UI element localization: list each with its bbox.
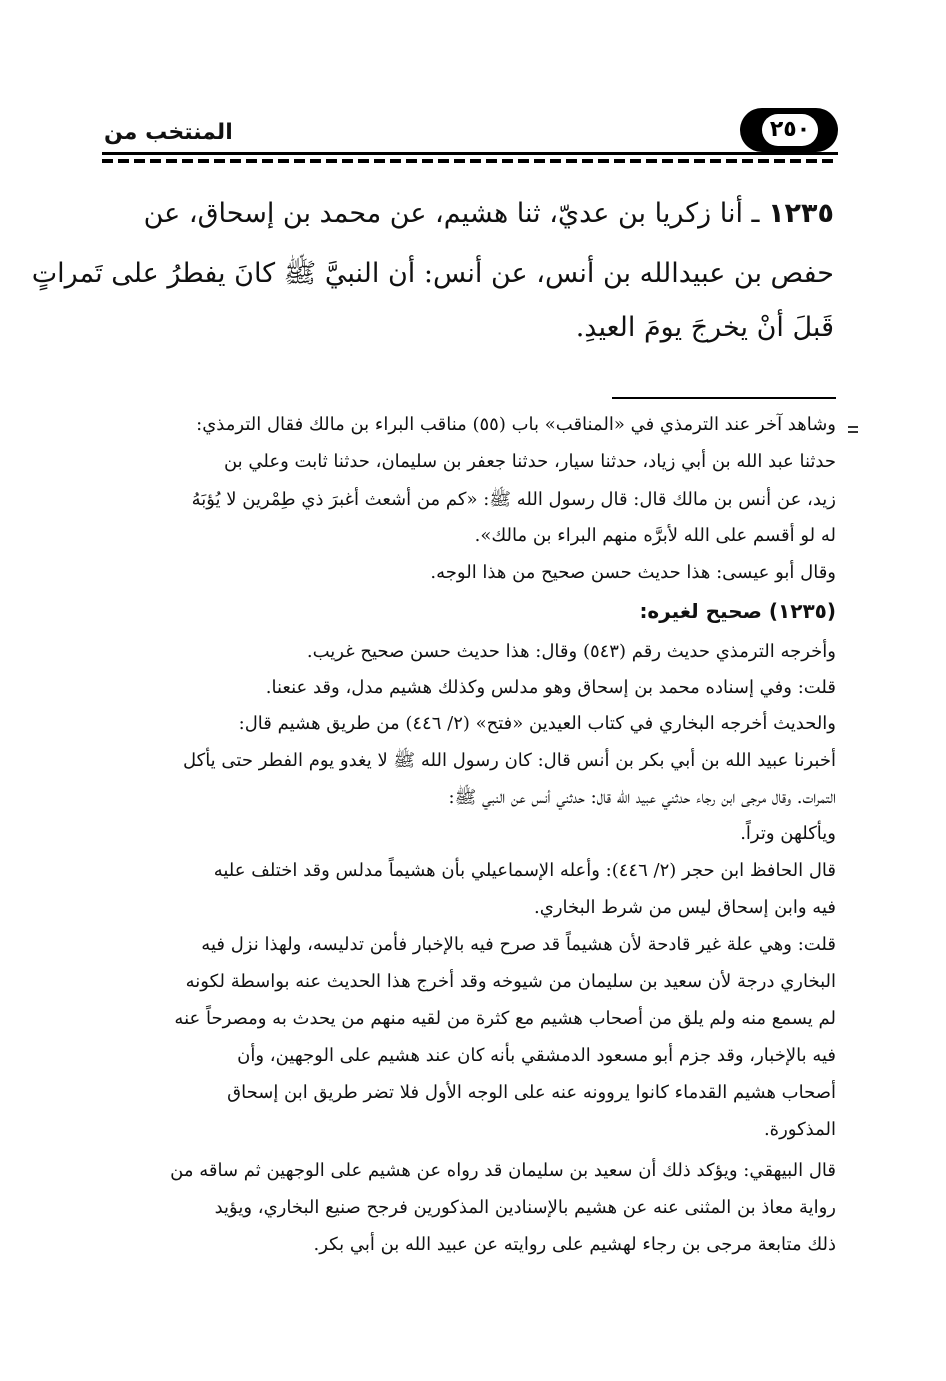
footnote-line: وشاهد آخر عند الترمذي في «المناقب» باب (٥٥) مناقب البراء بن مالك فقال الترمذي: (196, 414, 836, 435)
footnote-line: لم يسمع منه ولم يلق من أصحاب هشيم مع كثرة من لقيه منهم من يحدث به ومصرحاً عنه (174, 1008, 836, 1029)
hadith-text: ـ أنا زكريا بن عديّ، ثنا هشيم، عن محمد بن إسحاق، عن (143, 198, 760, 229)
margin-mark (848, 426, 858, 428)
footnote-line: أخبرنا عبيد الله بن أبي بكر بن أنس قال: كان رسول الله ﷺ لا يغدو يوم الفطر حتى يأكل (183, 750, 836, 771)
footnote-line: المذكورة. (763, 1119, 836, 1140)
hadith-number: ١٢٣٥ (768, 198, 834, 229)
footnote-line: أصحاب هشيم القدماء كانوا يروونه عنه على الوجه الأول فلا تضر طريق ابن إسحاق (227, 1082, 836, 1103)
running-header-title: المنتخب من (104, 120, 233, 145)
footnote-line: وأخرجه الترمذي حديث رقم (٥٤٣) وقال: هذا حديث حسن صحيح غريب. (306, 641, 836, 662)
page-number-badge (740, 108, 838, 152)
page-number: ٢٥٠ (762, 114, 818, 146)
header-rule (102, 152, 838, 155)
footnote-separator (612, 397, 836, 399)
footnote-line: قال البيهقي: ويؤكد ذلك أن سعيد بن سليمان قد رواه عن هشيم على الوجهين ثم ساقه من (170, 1160, 836, 1181)
footnote-line: حدثنا عبد الله بن أبي زياد، حدثنا سيار، حدثنا جعفر بن سليمان، حدثنا ثابت وعلي بن (223, 451, 836, 472)
hadith-line-2: حفص بن عبيدالله بن أنس، عن أنس: أن النبيَّ ﷺ كانَ يفطرُ على تَمراتٍ (31, 258, 834, 289)
footnote-line: زيد، عن أنس بن مالك قال: قال رسول الله ﷺ: «كم من أشعث أغبرَ ذي طِمْرين لا يُؤبَهُ (191, 489, 836, 510)
footnote-line: ويأكلهن وتراً. (740, 823, 836, 844)
footnote-line: رواية معاذ بن المثنى عنه عن هشيم بالإسنادين المذكورين فرجح صنيع البخاري، ويؤيد (214, 1197, 836, 1218)
footnote-line: قلت: وفي إسناده محمد بن إسحاق وهو مدلس وكذلك هشيم مدل، وقد عنعنا. (265, 677, 836, 698)
footnote-line: ذلك متابعة مرجى بن رجاء لهشيم على روايته عن عبيد الله بن أبي بكر. (313, 1234, 836, 1255)
footnote-line: فيه وابن إسحاق ليس من شرط البخاري. (534, 897, 836, 918)
footnote-line: له لو أقسم على الله لأبرَّه منهم البراء بن مالك». (474, 525, 836, 546)
footnote-grading-heading: (١٢٣٥) صحيح لغيره: (639, 599, 836, 623)
footnote-line: والحديث أخرجه البخاري في كتاب العيدين «فتح» (٢/ ٤٤٦) من طريق هشيم قال: (238, 713, 836, 734)
footnote-line: فيه بالإخبار، وقد جزم أبو مسعود الدمشقي بأنه كان عند هشيم على الوجهين، وأن (237, 1045, 836, 1066)
hadith-line-3: قَبلَ أنْ يخرجَ يومَ العيدِ. (575, 312, 834, 343)
footnote-line: البخاري درجة لأن سعيد بن سليمان من شيوخه وقد أخرج هذا الحديث عنه بواسطة لكونه (185, 971, 836, 992)
footnote-line: وقال أبو عيسى: هذا حديث حسن صحيح من هذا الوجه. (430, 562, 836, 583)
footnote-line: قلت: وهي علة غير قادحة لأن هشيماً قد صرح فيه بالإخبار فأمن تدليسه، ولهذا نزل فيه (201, 934, 836, 955)
footnote-line: قال الحافظ ابن حجر (٢/ ٤٤٦): وأعله الإسماعيلي بأن هشيماً مدلس وقد اختلف عليه (213, 860, 836, 881)
footnote-line: التمرات. وقال مرجى ابن رجاء حدثني عبيد الله قال: حدثني أنس عن النبي ﷺ: (448, 787, 836, 808)
hadith-line-1 (104, 198, 834, 229)
header-dashed-rule (102, 159, 838, 163)
